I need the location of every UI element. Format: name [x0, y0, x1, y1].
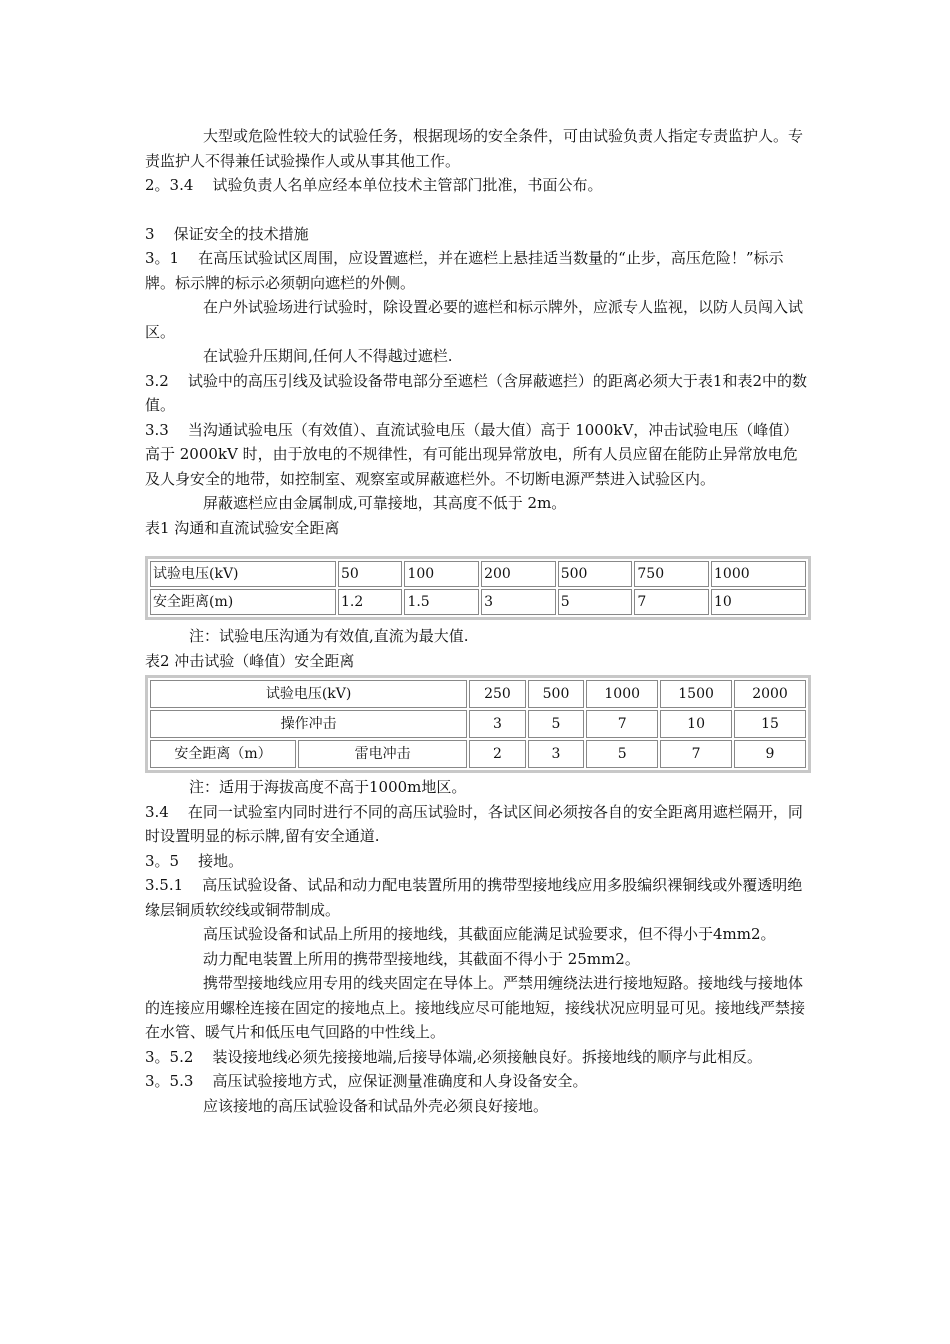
paragraph: 3。1 在高压试验试区周围，应设置遮栏，并在遮栏上悬挂适当数量的“止步，高压危险！”标示牌。标示牌的标示必须朝向遮栏的外侧。: [145, 249, 784, 292]
table-cell: 3: [469, 710, 526, 738]
table-cell: 100: [404, 561, 479, 587]
table-cell: 5: [558, 589, 633, 615]
document-page: [145, 124, 811, 1118]
table-cell: 7: [586, 710, 658, 738]
paragraph: 动力配电装置上所用的携带型接地线，其截面不得小于 25mm2。: [203, 949, 640, 968]
paragraph: 在户外试验场进行试验时，除设置必要的遮栏和标示牌外，应派专人监视，以防人员闯入试区。: [145, 298, 804, 341]
table2-caption: 表2 冲击试验（峰值）安全距离: [145, 651, 355, 670]
paragraph: 2。3.4 试验负责人名单应经本单位技术主管部门批准，书面公布。: [145, 176, 603, 194]
table-cell: 10: [660, 710, 732, 738]
table-cell: 500: [558, 561, 633, 587]
table-cell: 3: [528, 740, 585, 768]
table-cell: 安全距离(m): [150, 589, 336, 615]
paragraph: 3.4 在同一试验室内同时进行不同的高压试验时，各试区间必须按各自的安全距离用遮栏隔开，同时设置明显的标示牌,留有安全通道.: [145, 802, 803, 845]
table-cell: 1.2: [338, 589, 402, 615]
table-cell: 5: [528, 710, 585, 738]
table-cell: 7: [634, 589, 709, 615]
table-cell: 50: [338, 561, 402, 587]
table-header-cell: 1000: [586, 680, 658, 708]
table-cell: 1000: [711, 561, 806, 587]
table2-note: 注：适用于海拔高度不高于1000m地区。: [189, 778, 467, 796]
table-cell: 5: [586, 740, 658, 768]
table-header-cell: 2000: [734, 680, 806, 708]
table-cell: 安全距离（m）: [150, 740, 296, 768]
table-header-cell: 250: [469, 680, 526, 708]
table-header-cell: 试验电压(kV): [150, 680, 467, 708]
table-row: [150, 740, 806, 768]
table-cell: 2: [469, 740, 526, 768]
paragraph: 在试验升压期间,任何人不得越过遮栏.: [203, 347, 453, 365]
table-cell: 操作冲击: [150, 710, 467, 738]
section-heading: 3 保证安全的技术措施: [145, 224, 309, 243]
table-cell: 9: [734, 740, 806, 768]
table-cell: 15: [734, 710, 806, 738]
section-heading: 3。5 接地。: [145, 851, 244, 870]
table-row: [150, 680, 806, 708]
table-row: [150, 710, 806, 738]
table-cell: 试验电压(kV): [150, 561, 336, 587]
paragraph: 3。5.3 高压试验接地方式，应保证测量准确度和人身设备安全。: [145, 1072, 588, 1090]
table-cell: 3: [481, 589, 556, 615]
table-cell: 雷电冲击: [298, 740, 467, 768]
table-cell: 200: [481, 561, 556, 587]
paragraph: 高压试验设备和试品上所用的接地线，其截面应能满足试验要求，但不得小于4mm2。: [203, 925, 776, 943]
table-row: [150, 561, 806, 587]
table-row: [150, 589, 806, 615]
table-cell: 7: [660, 740, 732, 768]
table-header-cell: 500: [528, 680, 585, 708]
table-header-cell: 1500: [660, 680, 732, 708]
table1-caption: 表1 沟通和直流试验安全距离: [145, 518, 340, 537]
paragraph: 应该接地的高压试验设备和试品外壳必须良好接地。: [203, 1096, 549, 1115]
table-cell: 750: [634, 561, 709, 587]
paragraph: 屏蔽遮栏应由金属制成,可靠接地，其高度不低于 2m。: [203, 494, 567, 512]
paragraph: 3。5.2 装设接地线必须先接接地端,后接导体端,必须接触良好。拆接地线的顺序与此相反。: [145, 1047, 763, 1066]
paragraph: 3.2 试验中的高压引线及试验设备带电部分至遮栏（含屏蔽遮拦）的距离必须大于表1和表2中的数值。: [145, 371, 808, 414]
paragraph: 3.5.1 高压试验设备、试品和动力配电装置所用的携带型接地线应用多股编织裸铜线或外覆透明绝缘层铜质软绞线或铜带制成。: [145, 876, 803, 919]
table1-note: 注：试验电压沟通为有效值,直流为最大值.: [189, 627, 469, 645]
paragraph: 携带型接地线应用专用的线夹固定在导体上。严禁用缠绕法进行接地短路。接地线与接地体的连接应用螺栓连接在固定的接地点上。接地线应尽可能地短，接线状况应明显可见。接地线严禁接在水管、暖气片和低压电气回路的中性线上。: [145, 974, 806, 1041]
table1: [145, 556, 811, 620]
paragraph: 3.3 当沟通试验电压（有效值）、直流试验电压（最大值）高于 1000kV，冲击试验电压（峰值）高于 2000kV 时，由于放电的不规律性，有可能出现异常放电，所有人员应留在能防止异常放电危及人身安全的地带，如控制室、观察室或屏蔽遮栏外。不切断电源严禁进入试验区内。: [145, 420, 799, 488]
table-cell: 10: [711, 589, 806, 615]
paragraph: 大型或危险性较大的试验任务，根据现场的安全条件，可由试验负责人指定专责监护人。专责监护人不得兼任试验操作人或从事其他工作。: [145, 127, 804, 170]
table-cell: 1.5: [404, 589, 479, 615]
table2: [145, 675, 811, 773]
